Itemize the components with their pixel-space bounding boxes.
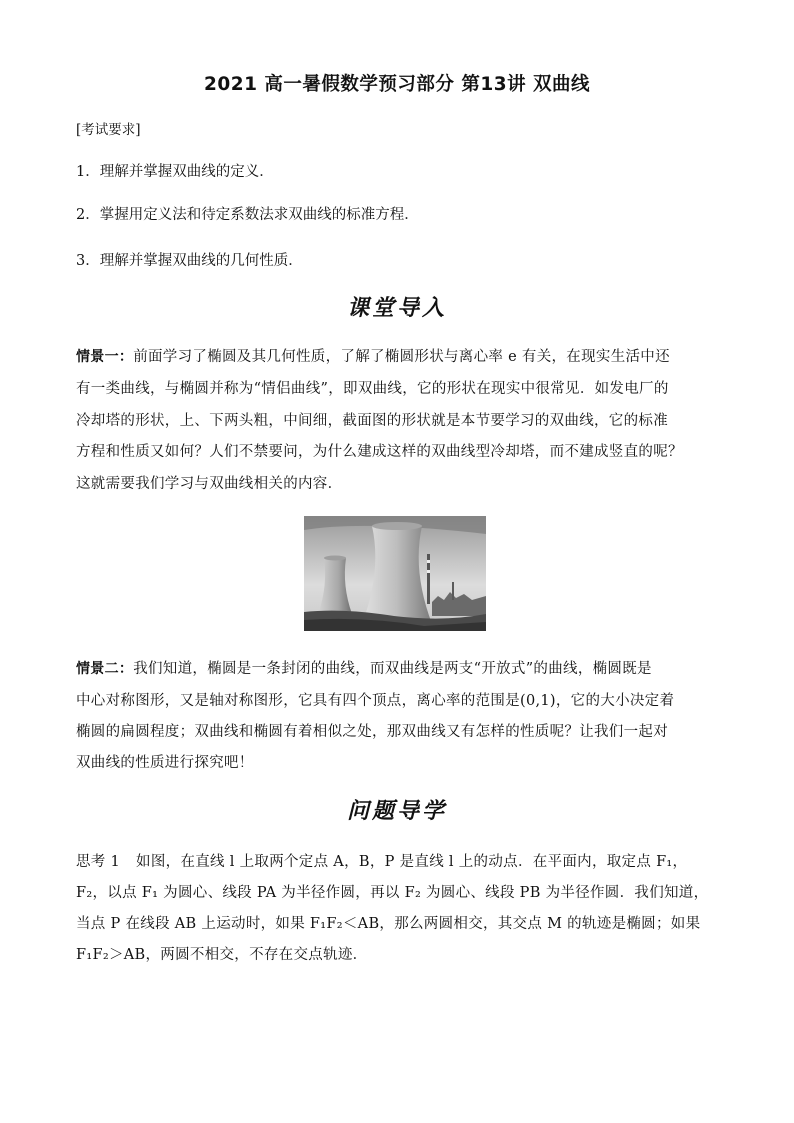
scene1-line bbox=[76, 345, 670, 366]
think1-lead: 思考 1 bbox=[76, 854, 121, 870]
scene2-line bbox=[76, 657, 652, 678]
requirements-heading: [考试要求] bbox=[76, 122, 141, 138]
think1-line: F₂，以点 F₁ 为圆心、线段 PA 为半径作圆，再以 F₂ 为圆心、线段 PB 为半径作圆．我们知道， bbox=[76, 885, 709, 901]
scene1-line: 这就需要我们学习与双曲线相关的内容． bbox=[76, 476, 343, 492]
requirement-item: 2．掌握用定义法和待定系数法求双曲线的标准方程． bbox=[76, 207, 419, 223]
think1-line bbox=[76, 850, 687, 871]
scene1-text: 前面学习了椭圆及其几何性质，了解了椭圆形状与离心率 e 有关，在现实生活中还 bbox=[133, 349, 670, 365]
scene2-line: 椭圆的扁圆程度；双曲线和椭圆有着相似之处，那双曲线又有怎样的性质呢？让我们一起对 bbox=[76, 724, 668, 740]
scene2-line: 中心对称图形，又是轴对称图形，它具有四个顶点，离心率的范围是(0,1)，它的大小决定着 bbox=[76, 693, 675, 709]
section-title-intro: 课堂导入 bbox=[346, 295, 447, 321]
scene2-line: 双曲线的性质进行探究吧！ bbox=[76, 755, 254, 771]
requirement-item: 3．理解并掌握双曲线的几何性质． bbox=[76, 253, 303, 269]
scene1-line: 方程和性质又如何？人们不禁要问，为什么建成这样的双曲线型冷却塔，而不建成竖直的呢？ bbox=[76, 444, 683, 460]
requirement-item: 1．理解并掌握双曲线的定义． bbox=[76, 164, 274, 180]
scene1-lead: 情景一： bbox=[76, 349, 134, 365]
cooling-towers-photo bbox=[304, 516, 486, 631]
scene2-text: 我们知道，椭圆是一条封闭的曲线，而双曲线是两支“开放式”的曲线，椭圆既是 bbox=[133, 661, 652, 677]
think1-text: 如图，在直线 l 上取两个定点 A，B，P 是直线 l 上的动点．在平面内，取定点 F₁， bbox=[136, 854, 688, 870]
think1-line: F₁F₂＞AB，两圆不相交，不存在交点轨迹． bbox=[76, 947, 368, 963]
scene2-lead: 情景二： bbox=[76, 661, 134, 677]
scene1-line: 冷却塔的形状，上、下两头粗，中间细，截面图的形状就是本节要学习的双曲线，它的标准 bbox=[76, 413, 668, 429]
document-title: 2021 高一暑假数学预习部分 第13讲 双曲线 bbox=[203, 74, 591, 95]
think1-line: 当点 P 在线段 AB 上运动时，如果 F₁F₂＜AB，那么两圆相交，其交点 M 的轨迹是椭圆；如果 bbox=[76, 916, 701, 932]
scene1-line: 有一类曲线，与椭圆并称为“情侣曲线”，即双曲线，它的形状在现实中很常见．如发电厂的 bbox=[76, 381, 669, 397]
section-title-questions: 问题导学 bbox=[346, 798, 447, 824]
